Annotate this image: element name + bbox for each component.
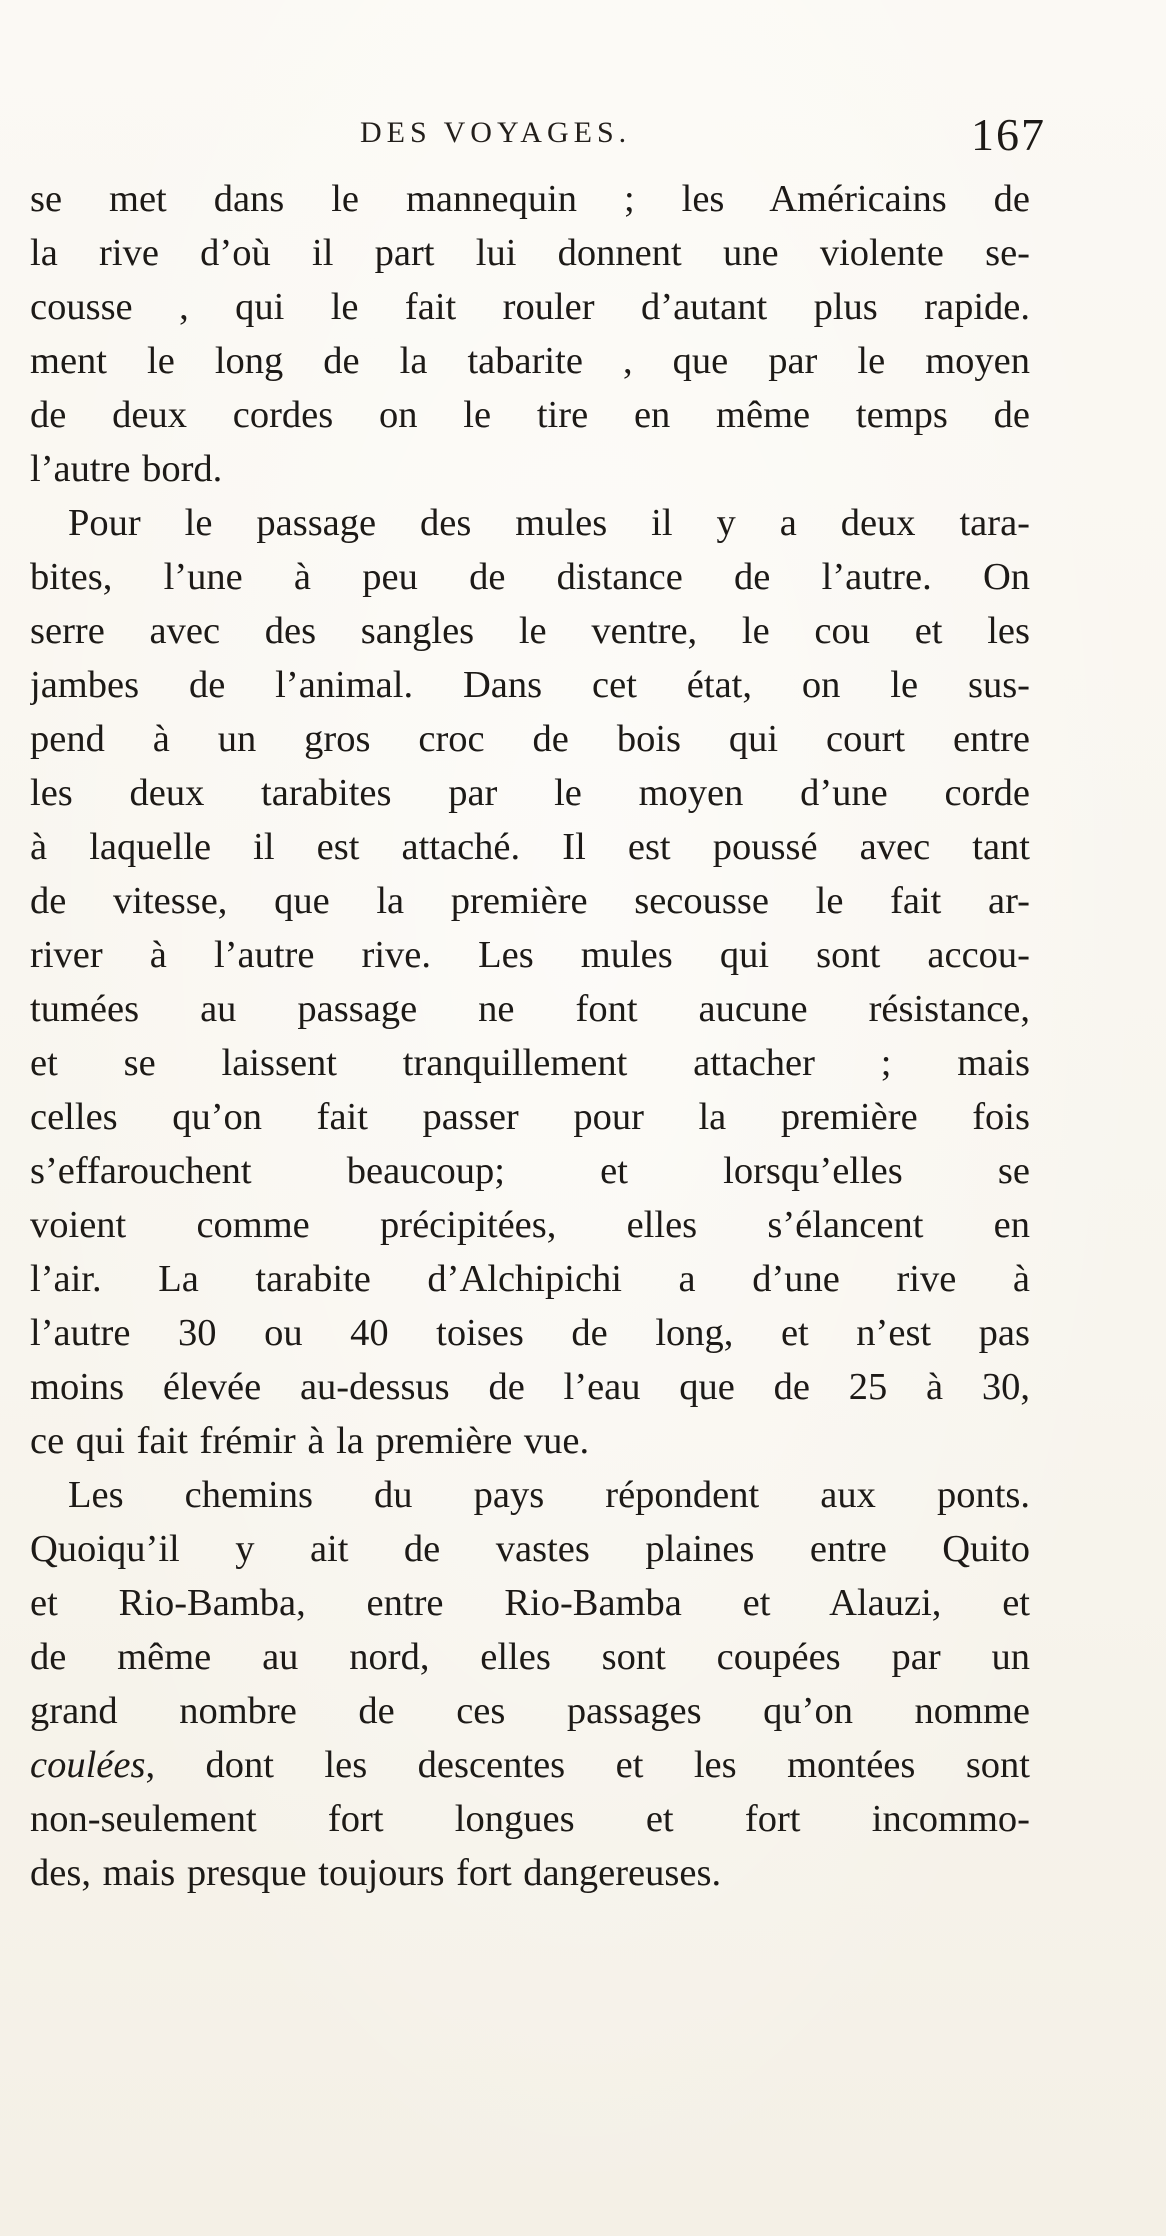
text-line: pend à un gros croc de bois qui court entre (30, 718, 1030, 760)
text-line: des, mais presque toujours fort dangereuses. (30, 1852, 722, 1894)
text-line: l’air. La tarabite d’Alchipichi a d’une rive à (30, 1258, 1030, 1300)
text-line: tumées au passage ne font aucune résistance, (30, 988, 1030, 1030)
text-line: et se laissent tranquillement attacher ; mais (30, 1042, 1030, 1084)
text-line: voient comme précipitées, elles s’élancent en (30, 1204, 1030, 1246)
text-line: à laquelle il est attaché. Il est poussé avec tant (30, 826, 1030, 868)
paragraph-3 (30, 1468, 1030, 1900)
text-line: de vitesse, que la première secousse le fait ar- (30, 880, 1030, 922)
text-line: les deux tarabites par le moyen d’une corde (30, 772, 1030, 814)
text-line: et Rio-Bamba, entre Rio-Bamba et Alauzi, et (30, 1582, 1030, 1624)
text-line: ment le long de la tabarite , que par le moyen (30, 340, 1030, 382)
text-line: cousse , qui le fait rouler d’autant plus rapide. (30, 286, 1030, 328)
text-line: serre avec des sangles le ventre, le cou et les (30, 610, 1030, 652)
text-line: se met dans le mannequin ; les Américains de (30, 178, 1030, 220)
text-line: de deux cordes on le tire en même temps de (30, 394, 1030, 436)
text-line: grand nombre de ces passages qu’on nomme (30, 1690, 1030, 1732)
text-line: celles qu’on fait passer pour la première fois (30, 1096, 1030, 1138)
running-title: DES VOYAGES. (360, 116, 632, 149)
running-head (0, 108, 1166, 168)
body-text (30, 172, 1030, 1900)
text-line-with-italic (30, 1738, 1030, 1792)
line-remainder: , dont les descentes et les montées sont (145, 1744, 1030, 1786)
text-line: de même au nord, elles sont coupées par un (30, 1636, 1030, 1678)
page-number: 167 (971, 109, 1046, 160)
text-line: Pour le passage des mules il y a deux tara- (68, 502, 1030, 544)
text-line: s’effarouchent beaucoup; et lorsqu’elles se (30, 1150, 1030, 1192)
text-line: river à l’autre rive. Les mules qui sont accou- (30, 934, 1030, 976)
text-line: non-seulement fort longues et fort incommo- (30, 1798, 1030, 1840)
italic-term: coulées (30, 1744, 146, 1786)
text-line: ce qui fait frémir à la première vue. (30, 1420, 590, 1462)
paragraph-1 (30, 172, 1030, 496)
text-line: la rive d’où il part lui donnent une violente se- (30, 232, 1030, 274)
paragraph-2 (30, 496, 1030, 1468)
text-line: l’autre bord. (30, 448, 223, 490)
text-line: Les chemins du pays répondent aux ponts. (68, 1474, 1030, 1516)
text-line: Quoiqu’il y ait de vastes plaines entre Quito (30, 1528, 1030, 1570)
text-line: jambes de l’animal. Dans cet état, on le sus- (30, 664, 1030, 706)
text-line: bites, l’une à peu de distance de l’autre. On (30, 556, 1030, 598)
text-line: l’autre 30 ou 40 toises de long, et n’est pas (30, 1312, 1030, 1354)
text-line: moins élevée au-dessus de l’eau que de 25 à 30, (30, 1366, 1030, 1408)
